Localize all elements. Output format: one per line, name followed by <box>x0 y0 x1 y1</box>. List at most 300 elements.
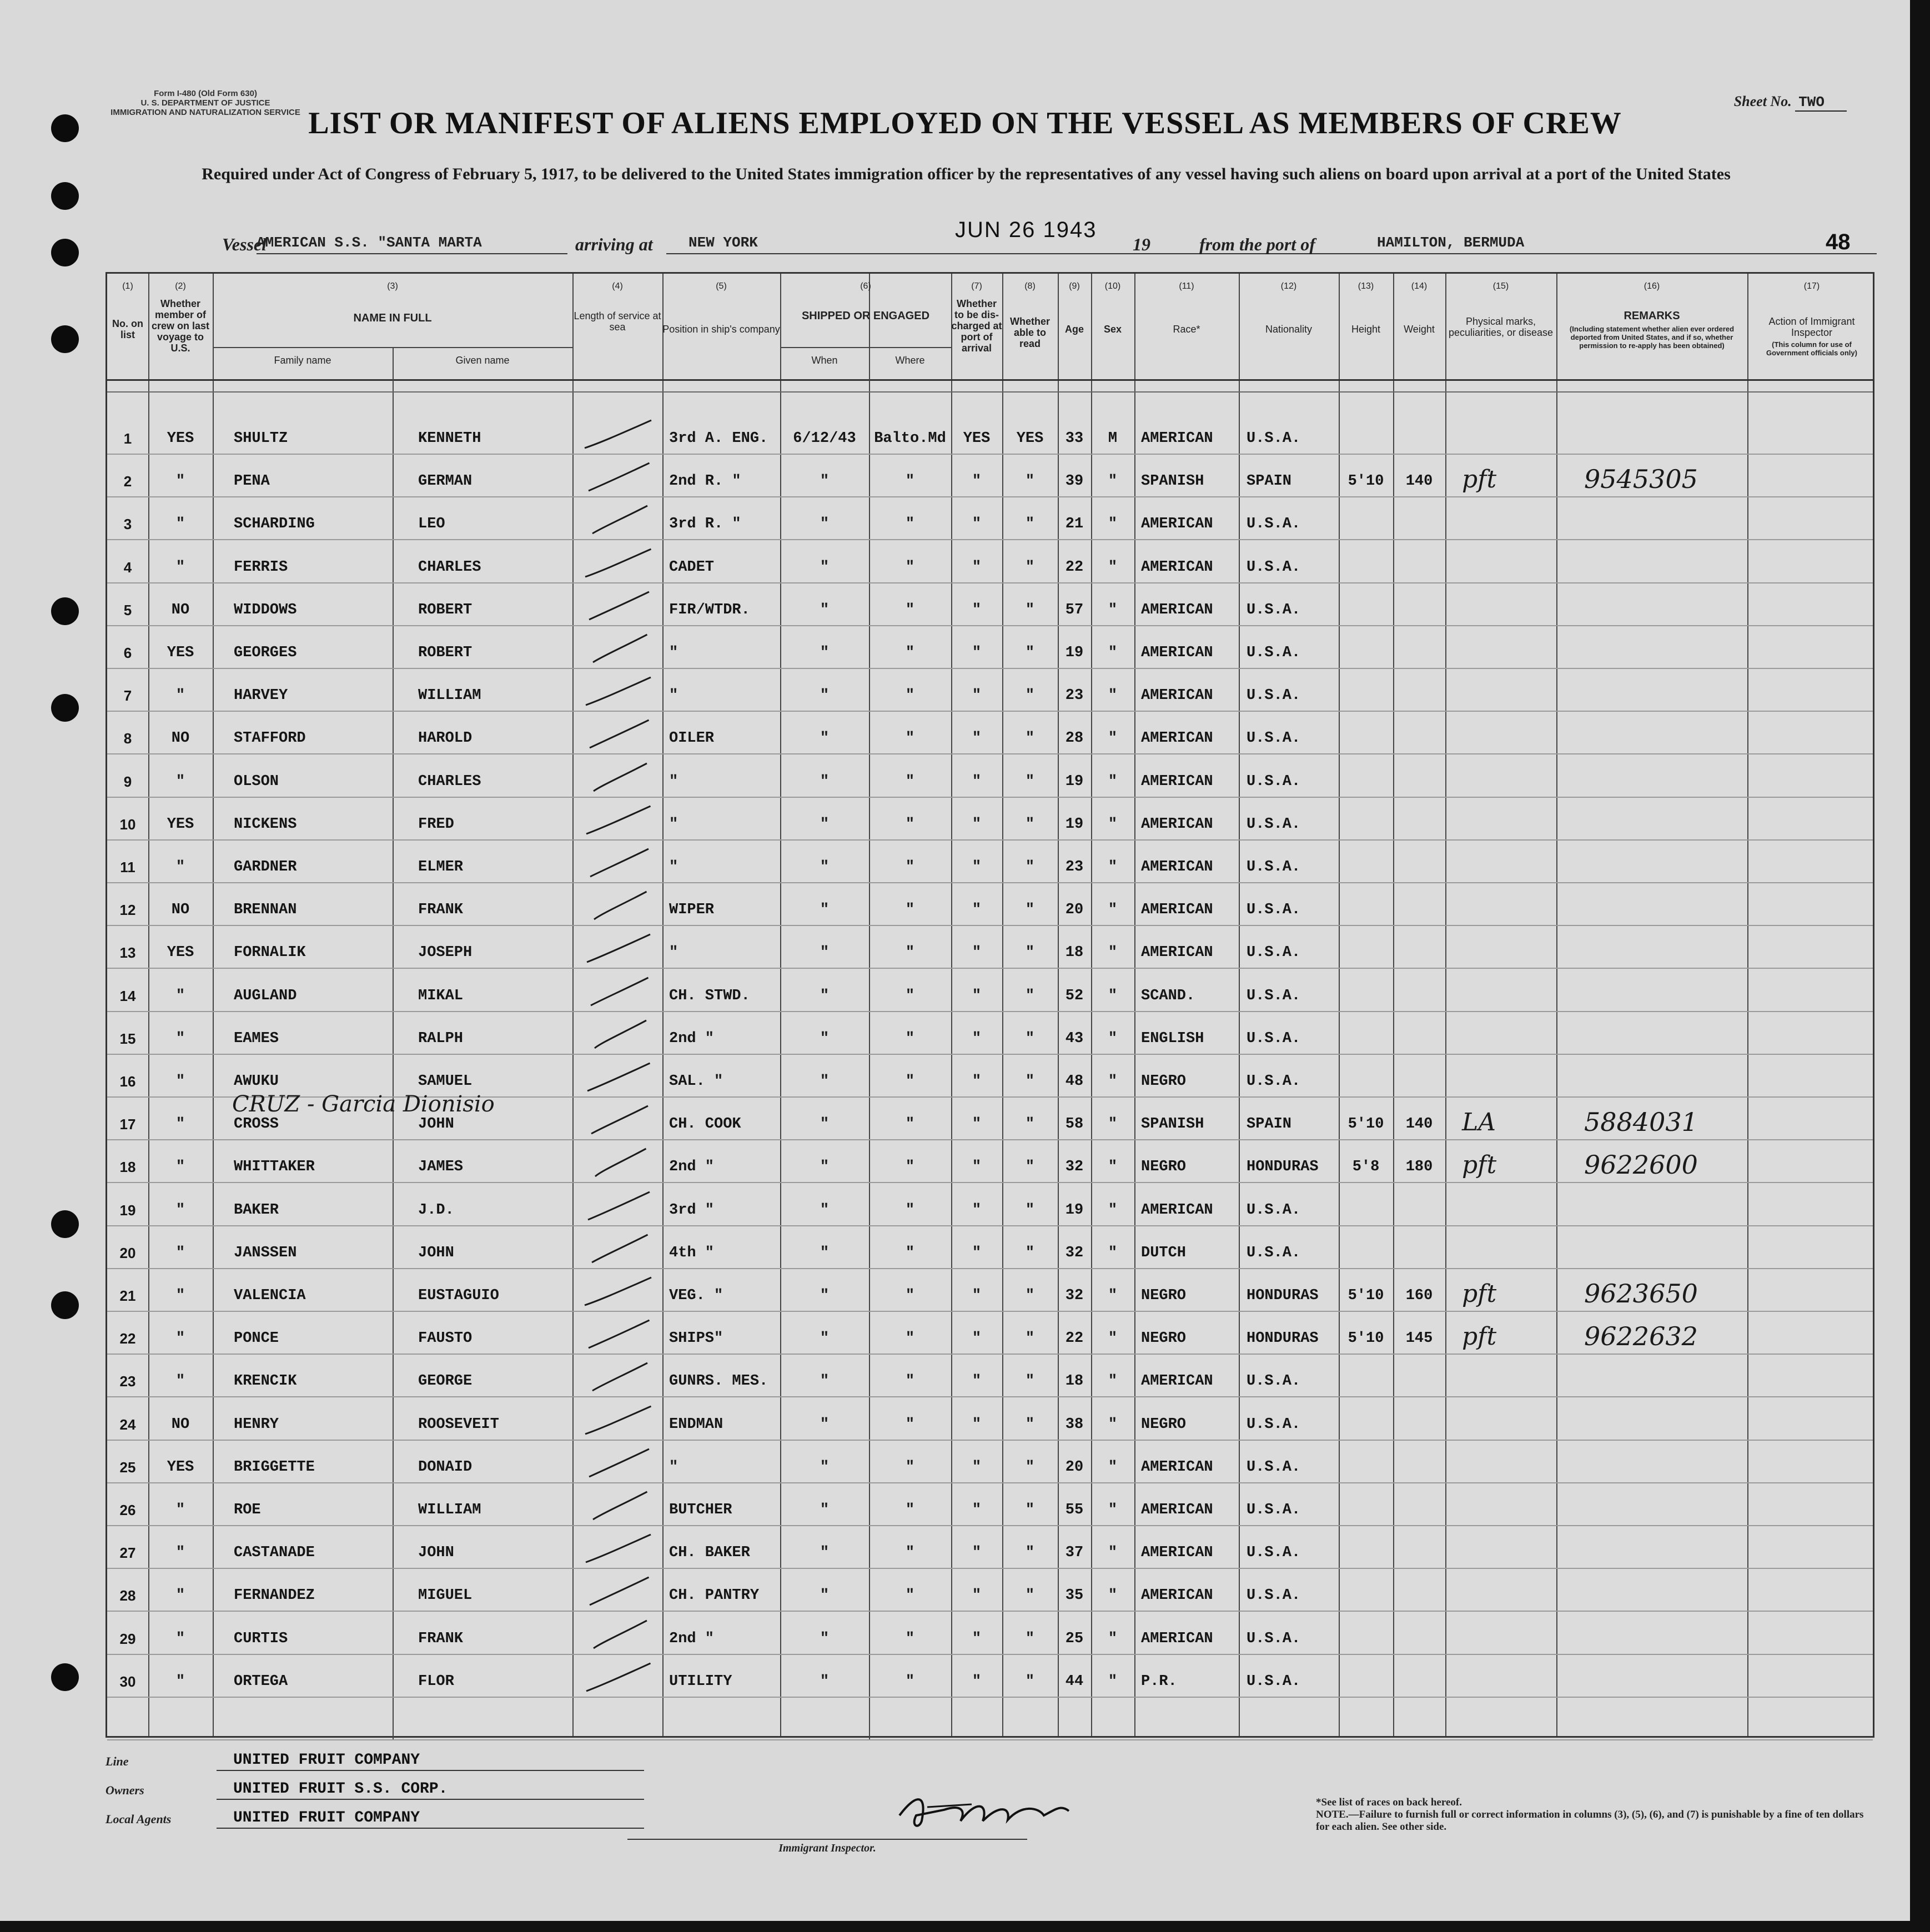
cell-given-name: ROOSEVEIT <box>418 1416 499 1433</box>
cell-race: AMERICAN <box>1141 773 1213 790</box>
cell-shipped-where: " <box>905 902 915 918</box>
cell-shipped-where: " <box>905 1073 915 1090</box>
cell-age: 22 <box>1065 559 1084 576</box>
cell-nationality: U.S.A. <box>1247 944 1301 961</box>
cell-shipped-when: " <box>820 816 830 833</box>
column-number: (17) <box>1803 281 1820 291</box>
cell-member: " <box>175 1502 185 1518</box>
check-mark-icon <box>579 802 662 841</box>
cell-position: " <box>669 687 678 704</box>
cell-able-read: " <box>1025 559 1035 576</box>
row-rule <box>107 925 1873 926</box>
cell-sex: " <box>1108 1416 1118 1433</box>
cell-family-name: SHULTZ <box>234 430 288 447</box>
cell-given-name: FLOR <box>418 1673 454 1690</box>
check-mark-icon <box>579 1616 662 1655</box>
punch-hole <box>51 182 79 210</box>
cell-age: 57 <box>1065 602 1084 618</box>
header-action: Action of Immigrant Inspector <box>1768 316 1855 338</box>
cell-position: 3rd A. ENG. <box>669 430 768 447</box>
cell-age: 23 <box>1065 687 1084 704</box>
cell-member: NO <box>171 730 190 747</box>
cell-shipped-where: " <box>905 473 915 490</box>
check-mark-icon <box>579 887 662 926</box>
cell-race: AMERICAN <box>1141 730 1213 747</box>
cell-position: WIPER <box>669 902 715 918</box>
cell-race: AMERICAN <box>1141 602 1213 618</box>
cell-nationality: U.S.A. <box>1247 902 1301 918</box>
cell-nationality: U.S.A. <box>1247 1245 1301 1261</box>
cell-shipped-when: " <box>820 1673 830 1690</box>
footnote <box>1316 1797 1871 1833</box>
cell-discharged: " <box>972 816 982 833</box>
cell-nationality: U.S.A. <box>1247 1030 1301 1047</box>
line-row <box>105 1749 605 1771</box>
arriving-value: NEW YORK <box>666 234 922 254</box>
column-number: (10) <box>1104 281 1121 291</box>
cell-nationality: U.S.A. <box>1247 602 1301 618</box>
cell-sex: " <box>1108 1287 1118 1304</box>
cell-given-name: HAROLD <box>418 730 473 747</box>
table-row <box>107 896 1873 924</box>
cell-family-name: FORNALIK <box>234 944 306 961</box>
cell-race: AMERICAN <box>1141 516 1213 532</box>
header-whether-member: Whether member of crew on last voyage to U.S. <box>151 298 210 354</box>
cell-nationality: U.S.A. <box>1247 559 1301 576</box>
cell-sex: " <box>1108 602 1118 618</box>
table-row <box>107 1025 1873 1053</box>
page-subtitle: Required under Act of Congress of February 5, 1917, to be delivered to the United States immigration officer by the representatives of any vessel having such aliens on board upon arrival at a port of the United States <box>202 165 1731 183</box>
owners-label: Owners <box>105 1783 144 1797</box>
cell-position: " <box>669 1459 678 1476</box>
header-length-service: Length of service at sea <box>574 310 661 333</box>
cell-shipped-when: " <box>820 1631 830 1647</box>
cell-family-name: GARDNER <box>234 859 297 876</box>
cell-sex: " <box>1108 1073 1118 1090</box>
cell-sex: " <box>1108 687 1118 704</box>
cell-race: AMERICAN <box>1141 1502 1213 1518</box>
column-number: (13) <box>1358 281 1374 291</box>
cell-member: " <box>175 1030 185 1047</box>
cell-family-name: JANSSEN <box>234 1245 297 1261</box>
punch-hole <box>51 694 79 722</box>
table-row <box>107 853 1873 881</box>
cell-age: 52 <box>1065 988 1084 1004</box>
cell-able-read: " <box>1025 1287 1035 1304</box>
cell-shipped-when: " <box>820 988 830 1004</box>
cell-nationality: HONDURAS <box>1247 1330 1319 1347</box>
cell-no-on-list: 15 <box>119 1030 136 1047</box>
header-no-on-list: No. on list <box>112 318 143 340</box>
line-value: UNITED FRUIT COMPANY <box>217 1752 644 1771</box>
cell-family-name: PENA <box>234 473 270 490</box>
cell-member: NO <box>171 602 190 618</box>
cell-no-on-list: 3 <box>123 516 132 532</box>
cell-shipped-where: " <box>905 816 915 833</box>
arriving-label: arriving at <box>575 234 653 254</box>
cell-nationality: U.S.A. <box>1247 816 1301 833</box>
cell-family-name: BAKER <box>234 1202 279 1219</box>
page-number: 48 <box>1826 230 1851 254</box>
cell-no-on-list: 17 <box>119 1116 136 1133</box>
cell-age: 32 <box>1065 1245 1084 1261</box>
cell-member: " <box>175 1544 185 1561</box>
scan-edge <box>1910 0 1930 1932</box>
cell-remarks: 9622600 <box>1584 1150 1698 1180</box>
cell-race: DUTCH <box>1141 1245 1187 1261</box>
header-height: Height <box>1351 324 1381 335</box>
cell-race: AMERICAN <box>1141 1587 1213 1604</box>
cell-sex: " <box>1108 559 1118 576</box>
cell-shipped-where: " <box>905 1202 915 1219</box>
check-mark-icon <box>579 716 662 754</box>
cell-position: CH. STWD. <box>669 988 750 1004</box>
cell-able-read: " <box>1025 1202 1035 1219</box>
cell-given-name: KENNETH <box>418 430 481 447</box>
cell-able-read: " <box>1025 902 1035 918</box>
cell-weight: 180 <box>1405 1159 1433 1175</box>
cell-discharged: " <box>972 1202 982 1219</box>
cell-age: 19 <box>1065 816 1084 833</box>
cell-nationality: U.S.A. <box>1247 687 1301 704</box>
cell-given-name: ROBERT <box>418 602 473 618</box>
cell-shipped-when: " <box>820 1416 830 1433</box>
agents-label: Local Agents <box>105 1812 172 1826</box>
cell-member: YES <box>167 1459 194 1476</box>
cell-sex: " <box>1108 1544 1118 1561</box>
cell-position: VEG. " <box>669 1287 723 1304</box>
year-label: 19 <box>1133 234 1150 254</box>
cell-given-name: WILLIAM <box>418 687 481 704</box>
cell-race: AMERICAN <box>1141 430 1213 447</box>
column-number: (6) <box>860 281 871 291</box>
table-row <box>107 1411 1873 1438</box>
cell-nationality: U.S.A. <box>1247 1459 1301 1476</box>
cell-shipped-when: " <box>820 859 830 876</box>
cell-family-name: WIDDOWS <box>234 602 297 618</box>
table-row <box>107 1539 1873 1567</box>
check-mark-icon <box>579 1101 662 1140</box>
cell-nationality: SPAIN <box>1247 1116 1292 1133</box>
check-mark-icon <box>579 1188 662 1226</box>
cell-sex: " <box>1108 1373 1118 1390</box>
row-rule <box>107 1225 1873 1226</box>
cell-shipped-when: " <box>820 602 830 618</box>
cell-no-on-list: 4 <box>123 559 132 576</box>
cell-member: " <box>175 773 185 790</box>
cell-no-on-list: 27 <box>119 1544 136 1561</box>
column-number: (9) <box>1069 281 1080 291</box>
row-rule <box>107 968 1873 969</box>
cell-family-name: OLSON <box>234 773 279 790</box>
cell-no-on-list: 24 <box>119 1416 136 1433</box>
cell-nationality: U.S.A. <box>1247 1502 1301 1518</box>
check-mark-icon <box>579 1530 662 1569</box>
cell-member: " <box>175 559 185 576</box>
cell-family-name: HENRY <box>234 1416 279 1433</box>
owners-value: UNITED FRUIT S.S. CORP. <box>217 1780 644 1800</box>
row-rule <box>107 1568 1873 1569</box>
cell-race: AMERICAN <box>1141 902 1213 918</box>
cell-shipped-when: " <box>820 944 830 961</box>
cell-family-name: WHITTAKER <box>234 1159 315 1175</box>
cell-able-read: " <box>1025 859 1035 876</box>
cell-sex: " <box>1108 1459 1118 1476</box>
row-rule <box>107 539 1873 540</box>
cell-shipped-where: " <box>905 730 915 747</box>
cell-member: " <box>175 1202 185 1219</box>
inspector-signature <box>877 1777 1110 1838</box>
cell-sex: " <box>1108 902 1118 918</box>
cell-weight: 160 <box>1405 1287 1433 1304</box>
cell-family-name: KRENCIK <box>234 1373 297 1390</box>
scan-bottom-edge <box>0 1921 1930 1932</box>
cell-sex: " <box>1108 1202 1118 1219</box>
cell-able-read: " <box>1025 1459 1035 1476</box>
cell-shipped-where: " <box>905 1287 915 1304</box>
cell-no-on-list: 2 <box>123 473 132 490</box>
cell-physical-marks: pft <box>1462 1151 1497 1179</box>
header-shipped: SHIPPED OR ENGAGED <box>801 310 930 322</box>
cell-member: " <box>175 1287 185 1304</box>
table-row <box>107 811 1873 838</box>
column-number: (15) <box>1492 281 1509 291</box>
row-rule <box>107 1011 1873 1012</box>
cell-discharged: " <box>972 988 982 1004</box>
cell-shipped-where: " <box>905 687 915 704</box>
cell-discharged: " <box>972 1502 982 1518</box>
row-rule <box>107 1182 1873 1183</box>
row-rule <box>107 1311 1873 1312</box>
cell-race: AMERICAN <box>1141 1631 1213 1647</box>
cell-given-name: LEO <box>418 516 445 532</box>
cell-position: GUNRS. MES. <box>669 1373 768 1390</box>
punch-hole <box>51 239 79 266</box>
cell-discharged: " <box>972 859 982 876</box>
row-rule <box>107 711 1873 712</box>
cell-able-read: " <box>1025 1673 1035 1690</box>
check-mark-icon <box>579 416 662 455</box>
cell-able-read: " <box>1025 1416 1035 1433</box>
cell-height: 5'10 <box>1348 473 1384 490</box>
port-value: HAMILTON, BERMUDA <box>1338 234 1877 254</box>
cell-shipped-where: " <box>905 1502 915 1518</box>
cell-discharged: " <box>972 1373 982 1390</box>
cell-family-name: BRENNAN <box>234 902 297 918</box>
header-weight: Weight <box>1404 324 1435 335</box>
cell-discharged: " <box>972 1073 982 1090</box>
cell-able-read: " <box>1025 1544 1035 1561</box>
cell-able-read: " <box>1025 773 1035 790</box>
cell-race: AMERICAN <box>1141 1202 1213 1219</box>
row-rule <box>107 625 1873 626</box>
cell-shipped-where: " <box>905 602 915 618</box>
cell-race: NEGRO <box>1141 1287 1187 1304</box>
cell-given-name: MIGUEL <box>418 1587 473 1604</box>
cell-member: " <box>175 516 185 532</box>
cell-able-read: " <box>1025 1373 1035 1390</box>
cell-family-name: AWUKU <box>234 1073 279 1090</box>
cell-age: 39 <box>1065 473 1084 490</box>
cell-race: NEGRO <box>1141 1073 1187 1090</box>
cell-sex: " <box>1108 1502 1118 1518</box>
cell-position: SAL. " <box>669 1073 723 1090</box>
check-mark-icon <box>579 1487 662 1526</box>
punch-hole <box>51 1210 79 1238</box>
column-number: (1) <box>122 281 133 291</box>
cell-shipped-when: " <box>820 1159 830 1175</box>
table-row <box>107 982 1873 1010</box>
cell-race: AMERICAN <box>1141 645 1213 661</box>
table-row <box>107 1668 1873 1695</box>
row-rule <box>107 1354 1873 1355</box>
cell-no-on-list: 9 <box>123 773 132 790</box>
cell-shipped-where: " <box>905 1544 915 1561</box>
cell-no-on-list: 1 <box>123 430 132 447</box>
cell-race: AMERICAN <box>1141 559 1213 576</box>
cell-race: AMERICAN <box>1141 1544 1213 1561</box>
cell-race: NEGRO <box>1141 1330 1187 1347</box>
check-mark-icon <box>579 459 662 497</box>
cell-age: 22 <box>1065 1330 1084 1347</box>
cell-race: AMERICAN <box>1141 687 1213 704</box>
header-given-name: Given name <box>455 355 510 366</box>
cell-no-on-list: 19 <box>119 1202 136 1219</box>
cell-discharged: " <box>972 1245 982 1261</box>
row-rule <box>107 668 1873 669</box>
cell-discharged: " <box>972 1631 982 1647</box>
cell-able-read: " <box>1025 944 1035 961</box>
line-label: Line <box>105 1754 129 1768</box>
cell-shipped-when: " <box>820 687 830 704</box>
form-id-line: U. S. DEPARTMENT OF JUSTICE <box>140 98 270 108</box>
cell-age: 20 <box>1065 1459 1084 1476</box>
column-number: (12) <box>1280 281 1297 291</box>
row-rule <box>107 1611 1873 1612</box>
cell-race: P.R. <box>1141 1673 1177 1690</box>
cell-member: NO <box>171 1416 190 1433</box>
cell-shipped-when: " <box>820 1459 830 1476</box>
cell-family-name: ROE <box>234 1502 261 1518</box>
cell-position: " <box>669 944 678 961</box>
row-rule <box>107 1482 1873 1483</box>
cell-shipped-where: " <box>905 1116 915 1133</box>
cell-discharged: " <box>972 516 982 532</box>
cell-member: YES <box>167 944 194 961</box>
cell-discharged: " <box>972 1544 982 1561</box>
cell-position: 2nd " <box>669 1030 715 1047</box>
header-action-note: (This column for use of Government officials only) <box>1766 340 1857 357</box>
column-number: (11) <box>1179 281 1194 291</box>
cell-discharged: " <box>972 559 982 576</box>
column-number: (2) <box>175 281 186 291</box>
cell-sex: " <box>1108 816 1118 833</box>
cell-family-name: ORTEGA <box>234 1673 288 1690</box>
cell-race: AMERICAN <box>1141 944 1213 961</box>
cell-nationality: U.S.A. <box>1247 430 1301 447</box>
cell-nationality: U.S.A. <box>1247 1073 1301 1090</box>
cell-position: " <box>669 773 678 790</box>
cell-position: 2nd R. " <box>669 473 741 490</box>
row-rule <box>107 1525 1873 1526</box>
row-rule <box>107 1697 1873 1698</box>
table-row <box>107 939 1873 967</box>
cell-position: 2nd " <box>669 1159 715 1175</box>
table-row <box>107 1582 1873 1609</box>
cell-shipped-when: " <box>820 1587 830 1604</box>
cell-discharged: " <box>972 1673 982 1690</box>
cell-sex: " <box>1108 1673 1118 1690</box>
cell-race: AMERICAN <box>1141 859 1213 876</box>
cell-age: 18 <box>1065 944 1084 961</box>
cell-given-name: JOSEPH <box>418 944 473 961</box>
date-stamp: JUN 26 1943 <box>955 218 1097 242</box>
table-row <box>107 1239 1873 1267</box>
cell-height: 5'8 <box>1352 1159 1380 1175</box>
check-mark-icon <box>579 759 662 798</box>
cell-member: " <box>175 1373 185 1390</box>
check-mark-icon <box>579 673 662 712</box>
row-rule <box>107 839 1873 841</box>
cell-nationality: U.S.A. <box>1247 859 1301 876</box>
cell-able-read: " <box>1025 687 1035 704</box>
cell-no-on-list: 7 <box>123 687 132 704</box>
crew-table <box>105 272 1874 1738</box>
cell-remarks: 9622632 <box>1584 1321 1698 1351</box>
cell-discharged: " <box>972 1587 982 1604</box>
cell-position: 4th " <box>669 1245 715 1261</box>
cell-no-on-list: 10 <box>119 816 136 833</box>
owners-row <box>105 1778 605 1800</box>
table-row <box>107 724 1873 752</box>
cell-given-name: ROBERT <box>418 645 473 661</box>
cell-shipped-when: " <box>820 902 830 918</box>
row-rule <box>107 1440 1873 1441</box>
header-able-read: Whether able to read <box>1010 316 1050 349</box>
cell-shipped-where: " <box>905 1416 915 1433</box>
cell-able-read: " <box>1025 473 1035 490</box>
cell-shipped-where: " <box>905 944 915 961</box>
cell-shipped-when: " <box>820 1544 830 1561</box>
cell-family-name: CASTANADE <box>234 1544 315 1561</box>
cell-position: CH. PANTRY <box>669 1587 760 1604</box>
cell-member: YES <box>167 430 194 447</box>
cell-nationality: U.S.A. <box>1247 1673 1301 1690</box>
row-rule <box>107 1054 1873 1055</box>
punch-hole <box>51 1663 79 1691</box>
cell-discharged: " <box>972 1287 982 1304</box>
cell-able-read: " <box>1025 1073 1035 1090</box>
cell-shipped-where: " <box>905 1459 915 1476</box>
check-mark-icon <box>579 1273 662 1312</box>
cell-no-on-list: 26 <box>119 1502 136 1518</box>
cell-sex: " <box>1108 645 1118 661</box>
cell-nationality: U.S.A. <box>1247 516 1301 532</box>
cell-age: 23 <box>1065 859 1084 876</box>
cell-age: 58 <box>1065 1116 1084 1133</box>
cell-member: " <box>175 1631 185 1647</box>
header-when: When <box>811 355 838 366</box>
row-rule <box>107 454 1873 455</box>
cell-shipped-when: " <box>820 1030 830 1047</box>
cell-age: 33 <box>1065 430 1084 447</box>
cell-shipped-when: " <box>820 1330 830 1347</box>
cell-given-name: GERMAN <box>418 473 473 490</box>
cell-position: BUTCHER <box>669 1502 732 1518</box>
cell-given-name: RALPH <box>418 1030 464 1047</box>
check-mark-icon <box>579 1316 662 1355</box>
cell-member: " <box>175 1587 185 1604</box>
